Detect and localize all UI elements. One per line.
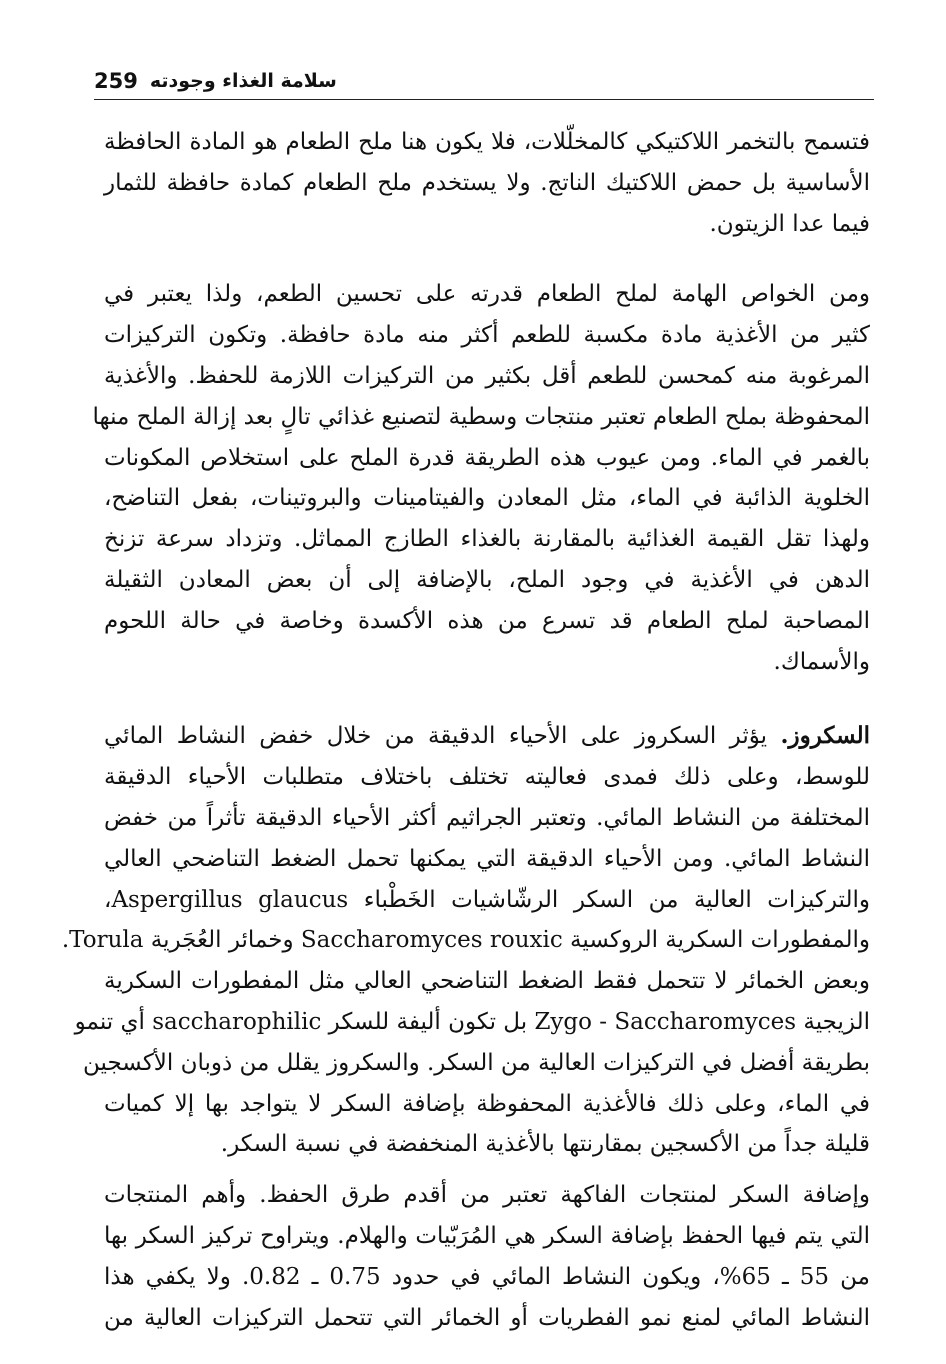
text-line: المصاحبة لملح الطعام قد تسرع من هذه الأكسدة وخاصة في حالة اللحوم <box>104 607 870 634</box>
text-line: ومن الخواص الهامة لملح الطعام قدرته على تحسين الطعم، ولذا يعتبر في <box>104 281 870 308</box>
text-line <box>104 716 870 757</box>
text-line: النشاط المائي. ومن الأحياء الدقيقة التي يمكنها تحمل الضغط التناضحي العالي <box>104 845 870 872</box>
text-line: قليلة جداً من الأكسجين بمقارنتها بالأغذية المنخفضة في نسبة السكر. <box>220 1131 870 1158</box>
text-line: من 55 ـ 65%، ويكون النشاط المائي في حدود 0.75 ـ 0.82. ولا يكفي هذا <box>104 1263 870 1290</box>
text-line: الخلوية الذائبة في الماء، مثل المعادن والفيتامينات والبروتينات، بفعل التناضح، <box>104 485 870 512</box>
text-line: فيما عدا الزيتون. <box>709 210 870 237</box>
text-line: والأسماك. <box>773 648 870 675</box>
text-line: المختلفة من النشاط المائي. وتعتبر الجراثيم أكثر الأحياء الدقيقة تأثراً من خفض <box>104 804 870 831</box>
paragraph-gap <box>104 1165 870 1175</box>
text-line: الأساسية بل حمض اللاكتيك الناتج. ولا يستخدم ملح الطعام كمادة حافظة للثمار <box>104 169 870 196</box>
text-line: الزيجية Zygo - Saccharomyces بل تكون أليفة للسكر saccharophilic أي تنمو <box>74 1008 870 1035</box>
text-line: كثير من الأغذية مادة مكسبة للطعم أكثر منه مادة حافظة. وتكون التركيزات <box>104 322 870 349</box>
paragraph-gap <box>104 682 870 716</box>
paragraph-gap <box>104 244 870 274</box>
text-line: ولهذا تقل القيمة الغذائية بالمقارنة بالغذاء الطازج المماثل. وتزداد سرعة تزنخ <box>104 526 870 553</box>
text-line: والمفطورات السكرية الروكسية Saccharomyces rouxic وخمائر العُجَرية Torula. <box>61 927 870 954</box>
text-line: في الماء، وعلى ذلك فالأغذية المحفوظة بإضافة السكر لا يتواجد بها إلا كميات <box>104 1090 870 1117</box>
page-number: 259 <box>94 69 138 93</box>
paragraph-salt-properties <box>92 274 870 682</box>
section-lead-sucrose: السكروز. <box>780 722 871 750</box>
text-line: وبعض الخمائر لا تتحمل فقط الضغط التناضحي العالي مثل المفطورات السكرية <box>104 968 870 995</box>
header-rule <box>94 99 874 100</box>
running-title: سلامة الغذاء وجودته <box>149 70 337 92</box>
paragraph-sucrose <box>61 716 871 1165</box>
text-line: للوسط، وعلى ذلك فمدى فعاليته تختلف باختلاف متطلبات الأحياء الدقيقة <box>104 764 870 791</box>
paragraph-salt-lactic <box>104 122 870 244</box>
text-line: بطريقة أفضل في التركيزات العالية من السكر. والسكروز يقلل من ذوبان الأكسجين <box>83 1049 870 1076</box>
text-line: وإضافة السكر لمنتجات الفاكهة تعتبر من أقدم طرق الحفظ. وأهم المنتجات <box>104 1182 870 1209</box>
text-line: التي يتم فيها الحفظ بإضافة السكر هي المُرَبّيات والهلام. ويتراوح تركيز السكر بها <box>104 1222 870 1249</box>
text-line: الدهن في الأغذية في وجود الملح، بالإضافة إلى أن بعض المعادن الثقيلة <box>104 566 870 593</box>
page-body <box>61 122 871 1338</box>
text-line: والتركيزات العالية من السكر الرشّاشيات الخَطْباء Aspergillus glaucus، <box>104 886 870 913</box>
text-line: فتسمح بالتخمر اللاكتيكي كالمخلّلات، فلا يكون هنا ملح الطعام هو المادة الحافظة <box>104 129 870 155</box>
text-line: بالغمر في الماء. ومن عيوب هذه الطريقة قدرة الملح على استخلاص المكونات <box>104 444 870 471</box>
text-line: المحفوظة بملح الطعام تعتبر منتجات وسطية لتصنيع غذائي تالٍ بعد إزالة الملح منها <box>92 403 870 430</box>
page-header <box>94 66 870 96</box>
text-line: النشاط المائي لمنع نمو الفطريات أو الخمائر التي تتحمل التركيزات العالية من <box>104 1304 870 1331</box>
paragraph-sugar-fruit <box>104 1175 870 1338</box>
text-line: المرغوبة منه كمحسن للطعم أقل بكثير من التركيزات اللازمة للحفظ. والأغذية <box>104 362 870 389</box>
text-line-content: يؤثر السكروز على الأحياء الدقيقة من خلال خفض النشاط المائي <box>104 723 768 750</box>
